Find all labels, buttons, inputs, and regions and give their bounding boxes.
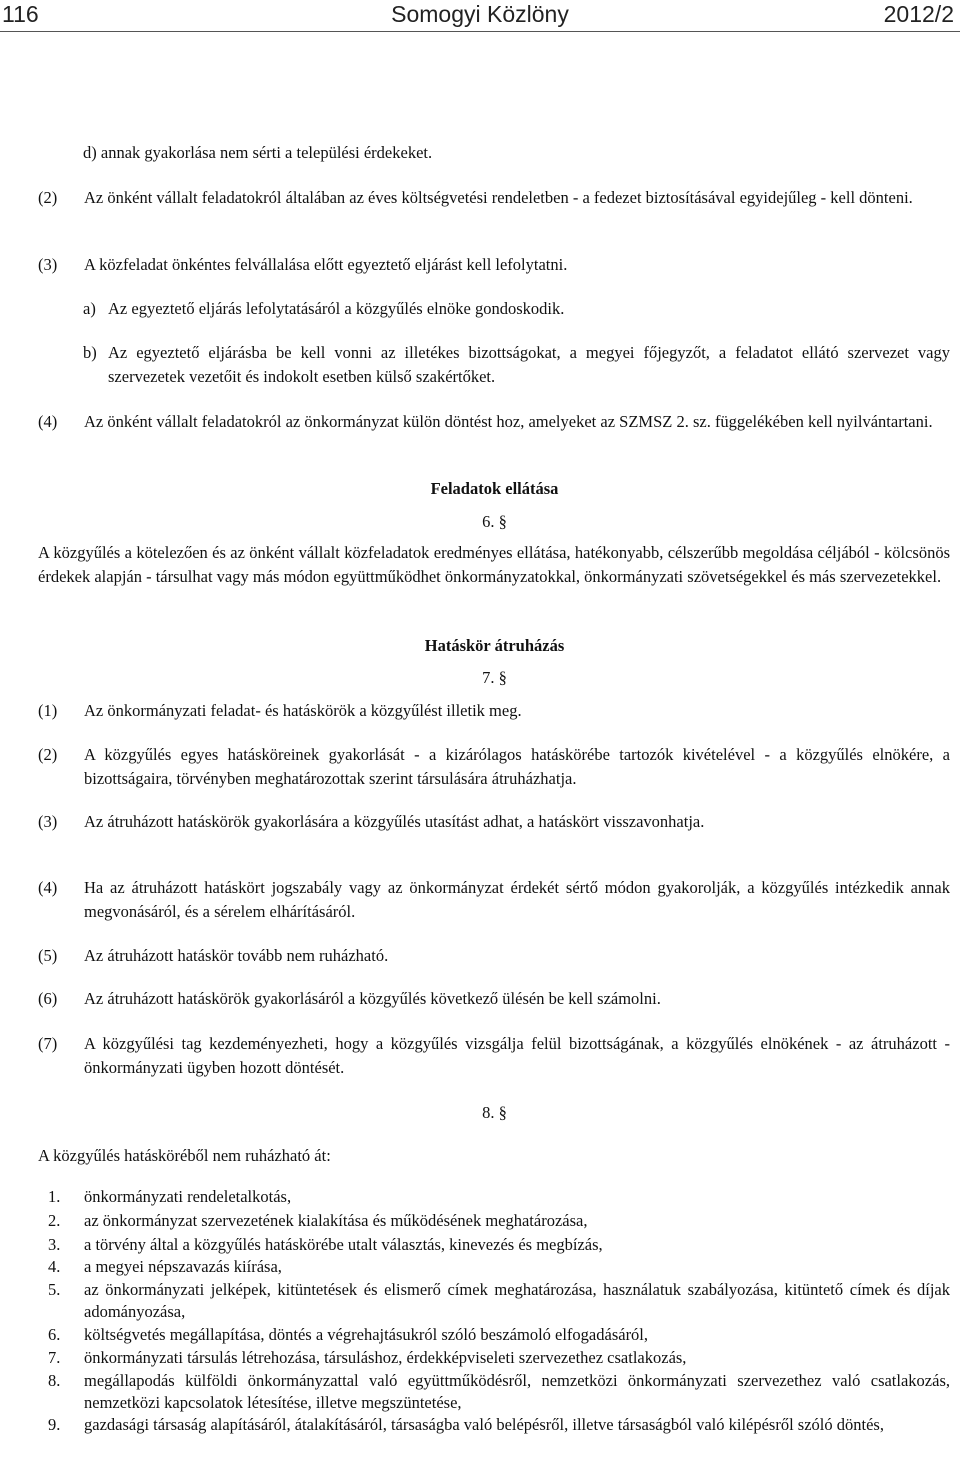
- list-item-number: 1.: [48, 1187, 61, 1206]
- subsection-letter: b): [83, 343, 97, 362]
- list-item-text: megállapodás külföldi önkormányzattal való együttműködésről, nemzetközi önkormányzati szervezethez való csatlakozás, nemzetközi kapcsolatok létesítése, illetve megszüntetése,: [84, 1371, 950, 1412]
- paragraph-text: A közgyűlés a kötelezően és az önként vállalt közfeladatok eredményes ellátása, hatékonyabb, célszerűbb megoldása céljából - kölcsönös érdekek alapján - társulhat vagy más módon együttműködhet önkormányzatokkal, önkormányzati szövetségekkel és más szervezetekkel.: [38, 543, 950, 586]
- subsection-text: Az egyeztető eljárás lefolytatásáról a közgyűlés elnöke gondoskodik.: [108, 299, 565, 318]
- list-item-number: 3.: [48, 1235, 61, 1254]
- subsection-number: (1): [38, 701, 58, 720]
- paragraph-number: 7. §: [482, 668, 507, 687]
- subsection-letter: a): [83, 299, 96, 318]
- subsection-text: Az önkormányzati feladat- és hatáskörök a közgyűlést illetik meg.: [84, 701, 522, 720]
- section-number: (4): [38, 412, 58, 431]
- list-item-text: a törvény által a közgyűlés hatáskörébe utalt választás, kinevezés és megbízás,: [84, 1235, 603, 1254]
- subsection-number: (4): [38, 878, 58, 897]
- list-item-text: gazdasági társaság alapításáról, átalakításáról, társaságba való belépésről, illetve társaságból való kilépésről szóló döntés,: [84, 1415, 884, 1434]
- list-item-number: 4.: [48, 1257, 61, 1276]
- list-item-text: költségvetés megállapítása, döntés a végrehajtásukról szóló beszámoló elfogadásáról,: [84, 1325, 649, 1344]
- subsection-number: (2): [38, 745, 58, 764]
- list-item-text: az önkormányzat szervezetének kialakítása és működésének meghatározása,: [84, 1211, 588, 1230]
- subsection-text: Az átruházott hatáskörök gyakorlásáról a közgyűlés következő ülésén be kell számolni.: [84, 989, 661, 1008]
- subsection-text: Az egyeztető eljárásba be kell vonni az illetékes bizottságokat, a megyei főjegyzőt, a feladatot ellátó szervezet vagy szervezetek vezetőit és indokolt esetben külső szakértőket.: [108, 343, 950, 386]
- list-item-number: 5.: [48, 1280, 61, 1299]
- subsection-number: (6): [38, 989, 58, 1008]
- subsection-number: (7): [38, 1034, 58, 1053]
- list-item-number: 7.: [48, 1348, 61, 1367]
- journal-title: Somogyi Közlöny: [391, 1, 569, 27]
- list-item-number: 2.: [48, 1211, 61, 1230]
- subsection-text: Az átruházott hatáskör tovább nem ruházható.: [84, 946, 389, 965]
- list-item-text: az önkormányzati jelképek, kitüntetések és elismerő címek meghatározása, használatuk szabályozása, kitüntető címek és díjak adományozása,: [84, 1280, 950, 1321]
- paragraph-number: 8. §: [482, 1103, 507, 1122]
- page-number: 116: [2, 1, 39, 27]
- paragraph-number: 6. §: [482, 512, 507, 531]
- list-intro: A közgyűlés hatásköréből nem ruházható át:: [38, 1146, 331, 1165]
- subsection-text: Ha az átruházott hatáskört jogszabály vagy az önkormányzat érdekét sértő módon gyakorolják, a közgyűlés intézkedik annak megvonásáról, és a sérelem elhárításáról.: [84, 878, 950, 921]
- section-number: (3): [38, 255, 58, 274]
- list-item-d: d) annak gyakorlása nem sérti a települési érdekeket.: [83, 143, 433, 162]
- section-text: Az önként vállalt feladatokról általában az éves költségvetési rendeletben - a fedezet biztosításával egyidejűleg - kell dönteni.: [84, 188, 913, 207]
- list-item-number: 8.: [48, 1371, 61, 1390]
- list-item-text: önkormányzati társulás létrehozása, társuláshoz, érdekképviseleti szervezethez csatlakozás,: [84, 1348, 687, 1367]
- page-header: [0, 0, 960, 32]
- subsection-number: (3): [38, 812, 58, 831]
- section-heading: Hatáskör átruházás: [424, 636, 565, 655]
- list-item-text: önkormányzati rendeletalkotás,: [84, 1187, 292, 1206]
- section-text: Az önként vállalt feladatokról az önkormányzat külön döntést hoz, amelyeket az SZMSZ 2. sz. függelékében kell nyilvántartani.: [84, 412, 933, 431]
- header-divider: [0, 31, 960, 32]
- subsection-text: Az átruházott hatáskörök gyakorlására a közgyűlés utasítást adhat, a hatáskört visszavonhatja.: [84, 812, 705, 831]
- section-number: (2): [38, 188, 58, 207]
- section-text: A közfeladat önkéntes felvállalása előtt egyeztető eljárást kell lefolytatni.: [84, 255, 568, 274]
- section-heading: Feladatok ellátása: [430, 479, 559, 498]
- issue-number: 2012/2: [883, 1, 954, 27]
- list-item-text: a megyei népszavazás kiírása,: [84, 1257, 282, 1276]
- subsection-number: (5): [38, 946, 58, 965]
- subsection-text: A közgyűlés egyes hatásköreinek gyakorlását - a kizárólagos hatáskörébe tartozók kivételével - a közgyűlés elnökére, a bizottságaira, törvényben meghatározottak szerint társulására átruházhatja.: [84, 745, 950, 788]
- subsection-text: A közgyűlési tag kezdeményezheti, hogy a közgyűlés vizsgálja felül bizottságának, a közgyűlés elnökének - az átruházott - önkormányzati ügyben hozott döntését.: [84, 1034, 950, 1077]
- list-item-number: 6.: [48, 1325, 61, 1344]
- list-item-number: 9.: [48, 1415, 61, 1434]
